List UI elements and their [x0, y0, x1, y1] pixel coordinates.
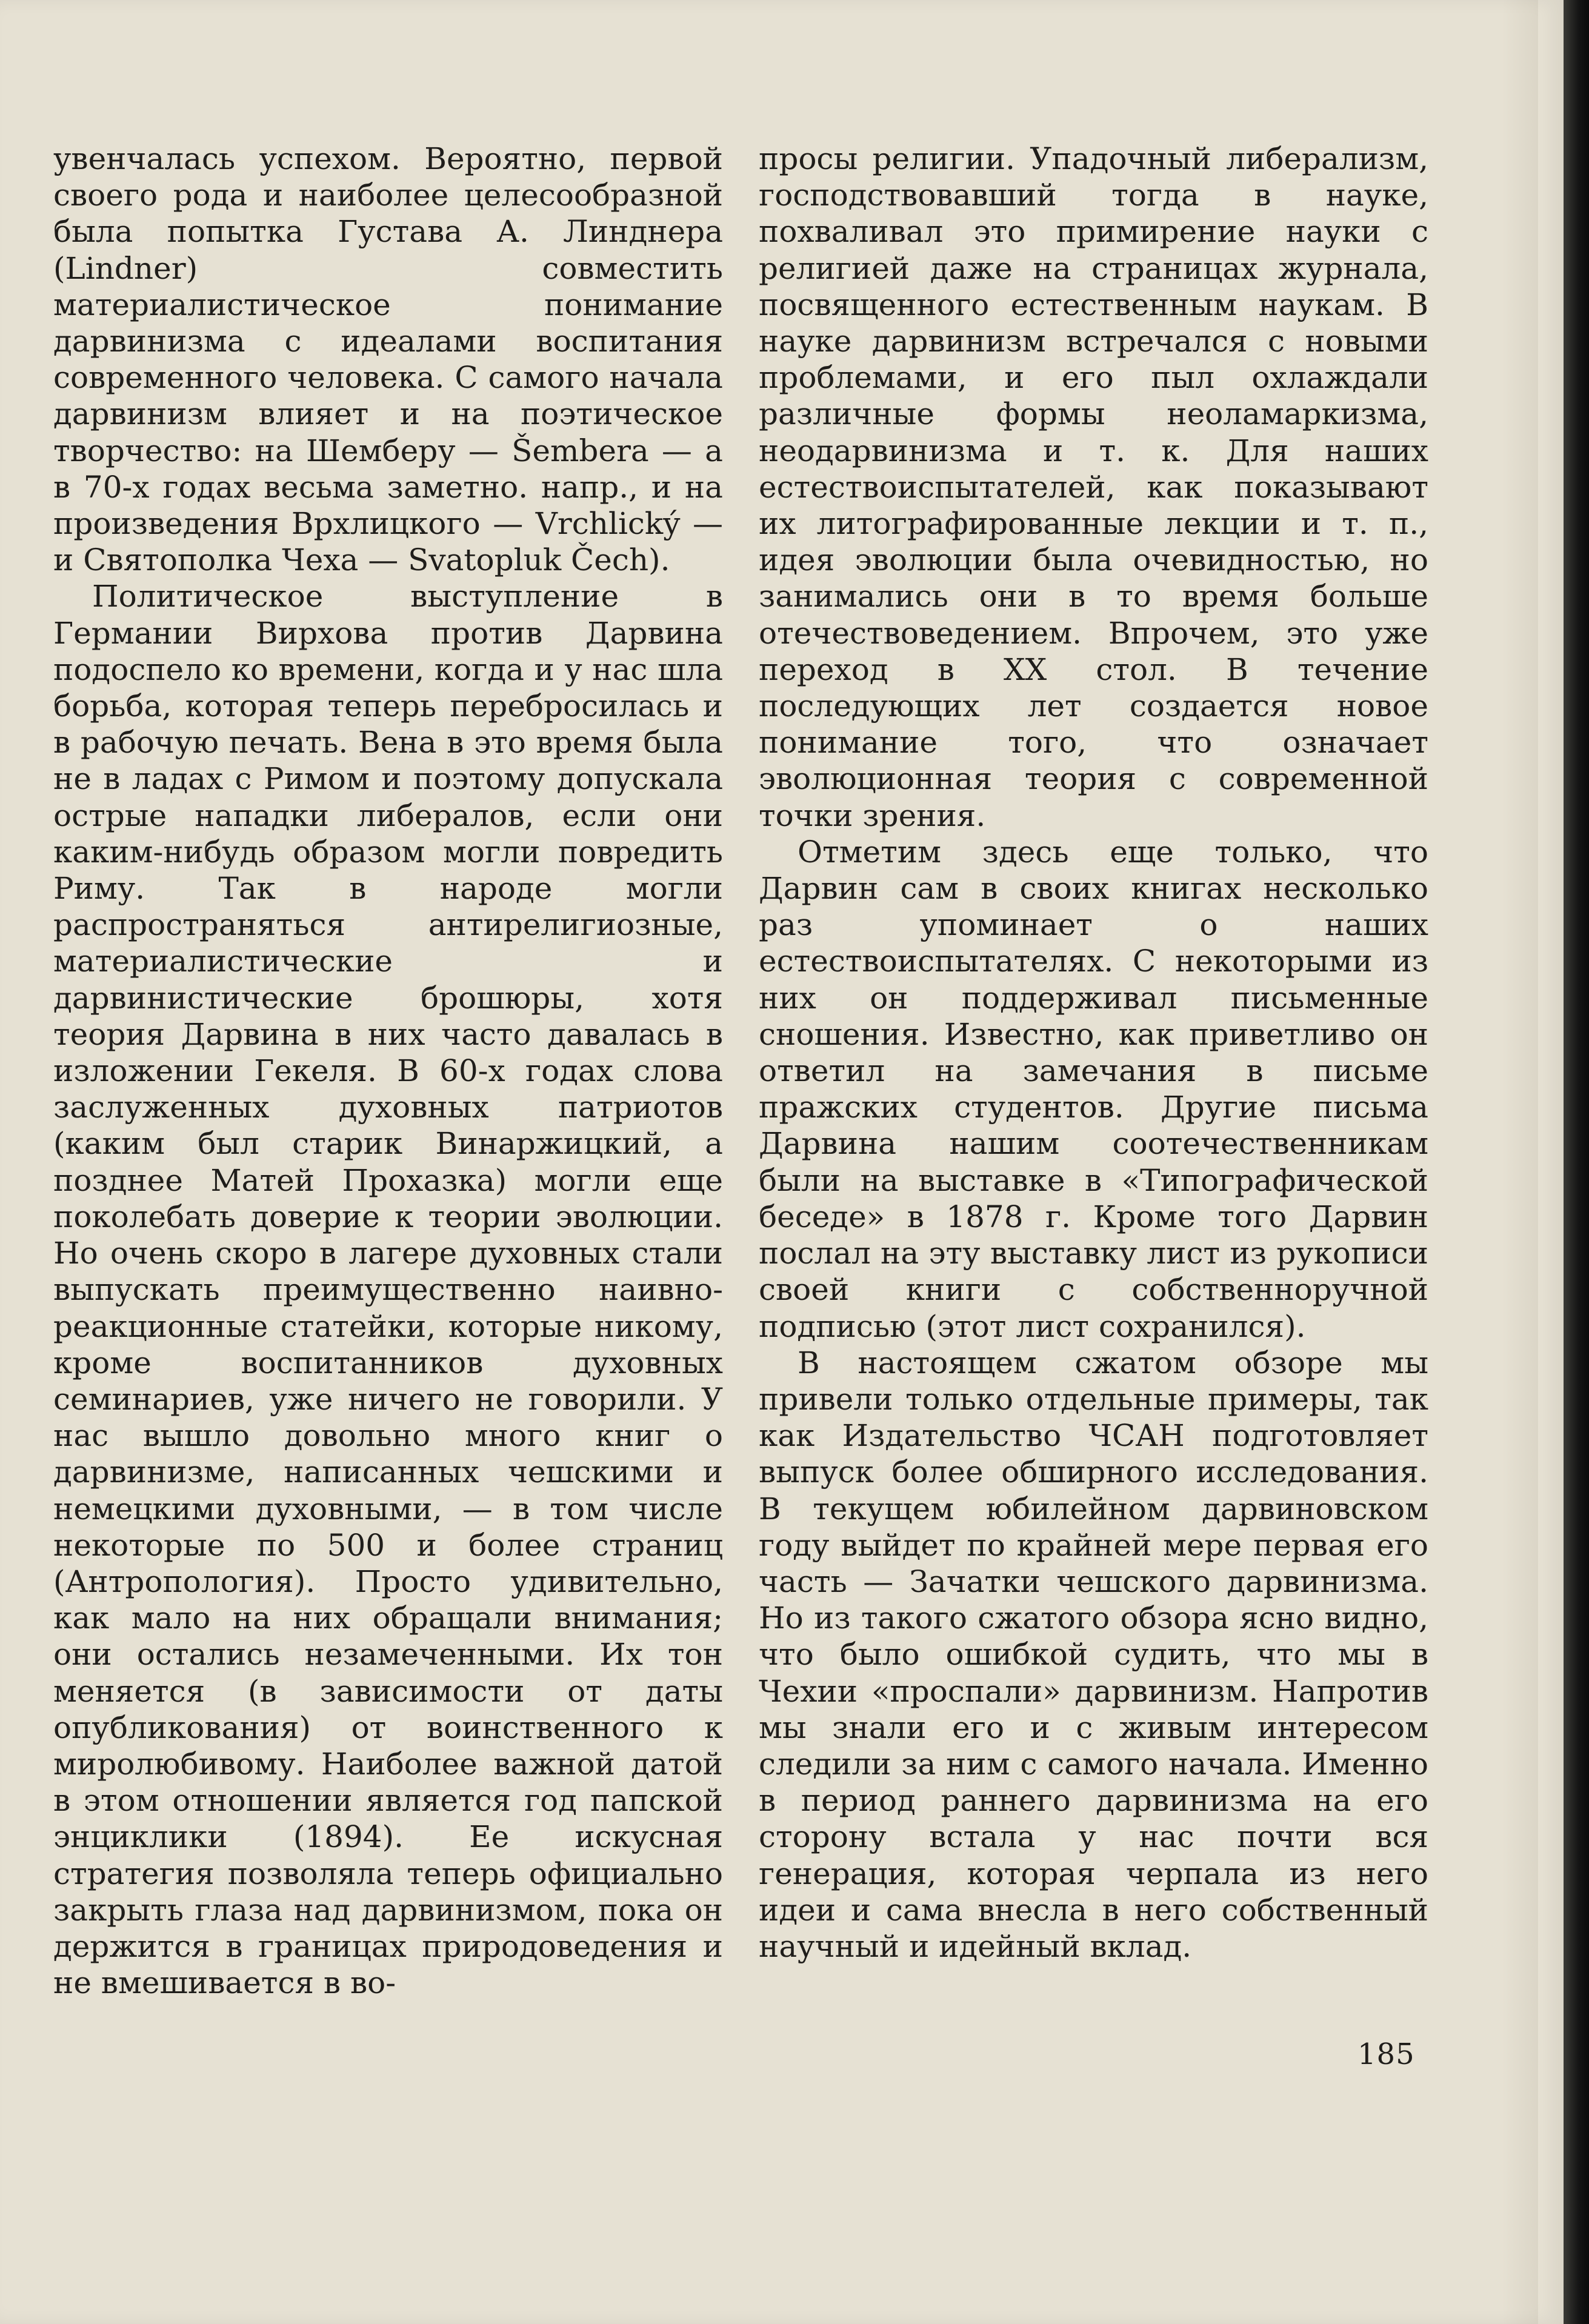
page-gutter-shadow — [1502, 0, 1538, 2324]
paragraph: увенчалась успехом. Вероятно, первой своего рода и наиболее целесообразной была попытка Густава А. Линднера (Lindner) совместить материалистическое понимание дарвинизма с идеалами воспитания современного человека. С самого начала дарвинизм влияет и на поэтическое творчество: на Шемберу — Šembera — а в 70-х годах весьма заметно. напр., и на произведения Врхлицкого — Vrchlický — и Святополка Чеха — Svatopluk Čech). — [53, 141, 723, 578]
right-text-column — [759, 141, 1428, 1965]
page-edge-dark-background — [1564, 0, 1589, 2324]
paragraph: Политическое выступление в Германии Вирхова против Дарвина подоспело ко времени, когда и у нас шла борьба, которая теперь перебросилась и в рабочую печать. Вена в это время была не в ладах с Римом и поэтому допускала острые нападки либералов, если они каким-нибудь образом могли повредить Риму. Так в народе могли распространяться антирелигиозные, материалистические и дарвинистические брошюры, хотя теория Дарвина в них часто давалась в изложении Гекеля. В 60-х годах слова заслуженных духовных патриотов (каким был старик Винаржицкий, а позднее Матей Прохазка) могли еще поколебать доверие к теории эволюции. Но очень скоро в лагере духовных стали выпускать преимущественно наивно-реакционные статейки, которые никому, кроме воспитанников духовных семинариев, уже ничего не говорили. У нас вышло довольно много книг о дарвинизме, написанных чешскими и немецкими духовными, — в том числе некоторые по 500 и более страниц (Антропология). Просто удивительно, как мало на них обращали внимания; они остались незамеченными. Их тон меняется (в зависимости от даты опубликования) от воинственного к миролюбивому. Наиболее важной датой в этом отношении является год папской энциклики (1894). Ее искусная стратегия позволяла теперь официально закрыть глаза над дарвинизмом, пока он держится в границах природоведения и не вмешивается в во- — [53, 579, 723, 2001]
page-number: 185 — [1357, 2037, 1415, 2071]
paragraph: Отметим здесь еще только, что Дарвин сам в своих книгах несколько раз упоминает о наших естествоиспытателях. С некоторыми из них он поддерживал письменные сношения. Известно, как приветливо он ответил на замечания в письме пражских студентов. Другие письма Дарвина нашим соотечественникам были на выставке в «Типографической беседе» в 1878 г. Кроме того Дарвин послал на эту выставку лист из рукописи своей книги с собственноручной подписью (этот лист сохранился). — [759, 834, 1428, 1344]
paragraph: В настоящем сжатом обзоре мы привели только отдельные примеры, так как Издательство ЧСАН подготовляет выпуск более обширного исследования. В текущем юбилейном дарвиновском году выйдет по крайней мере первая его часть — Зачатки чешского дарвинизма. Но из такого сжатого обзора ясно видно, что было ошибкой судить, что мы в Чехии «проспали» дарвинизм. Напротив мы знали его и с живым интересом следили за ним с самого начала. Именно в период раннего дарвинизма на его сторону встала у нас почти вся генерация, которая черпала из него идеи и сама внесла в него собственный научный и идейный вклад. — [759, 1345, 1428, 1964]
paragraph: просы религии. Упадочный либерализм, господствовавший тогда в науке, похваливал это примирение науки с религией даже на страницах журнала, посвященного естественным наукам. В науке дарвинизм встречался с новыми проблемами, и его пыл охлаждали различные формы неоламаркизма, неодарвинизма и т. к. Для наших естествоиспытателей, как показывают их литографированные лекции и т. п., идея эволюции была очевидностью, но занимались они в то время больше отечествоведением. Впрочем, это уже переход в XX стол. В течение последующих лет создается новое понимание того, что означает эволюционная теория с современной точки зрения. — [759, 141, 1428, 833]
left-text-column — [53, 141, 723, 2001]
